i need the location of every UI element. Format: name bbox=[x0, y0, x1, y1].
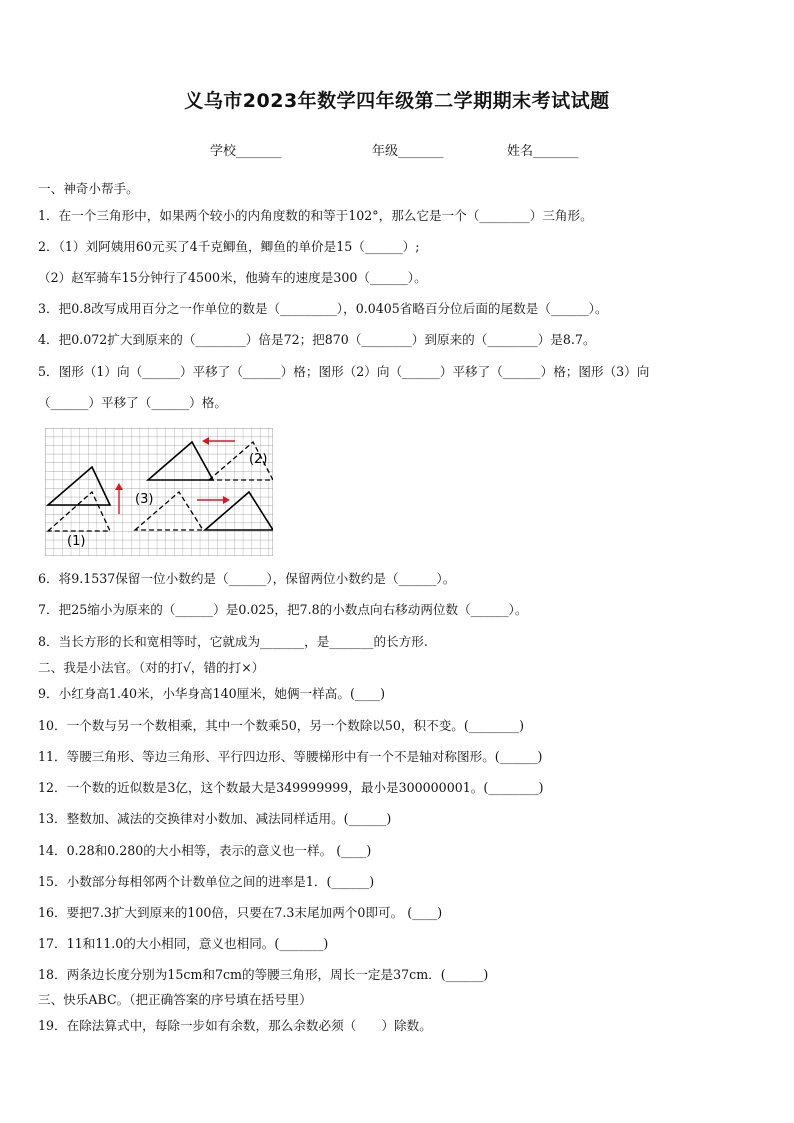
figure-label-2: (2) bbox=[249, 452, 268, 467]
question-8: 8．当长方形的长和宽相等时，它就成为_______，是_______的长方形. bbox=[38, 634, 428, 649]
question-9: 9．小红身高1.40米，小华身高140厘米，她俩一样高。(____) bbox=[38, 686, 385, 701]
translation-grid-figure bbox=[45, 428, 273, 556]
name-field[interactable]: 姓名_______ bbox=[507, 144, 579, 159]
figure-label-1: (1) bbox=[67, 534, 86, 549]
question-1: 1．在一个三角形中，如果两个较小的内角度数的和等于102°，那么它是一个（________）三角形。 bbox=[38, 208, 593, 223]
question-5a: 5．图形（1）向（______）平移了（______）格；图形（2）向（______）平移了（______）格；图形（3）向 bbox=[38, 364, 650, 379]
question-12: 12．一个数的近似数是3亿，这个数最大是349999999，最小是300000001。(________) bbox=[38, 780, 544, 795]
school-field[interactable]: 学校_______ bbox=[210, 144, 282, 159]
question-5b: （______）平移了（______）格。 bbox=[38, 395, 227, 410]
question-11: 11．等腰三角形、等边三角形、平行四边形、等腰梯形中有一个不是轴对称图形。(______) bbox=[38, 749, 543, 764]
question-2b: （2）赵军骑车15分钟行了4500米，他骑车的速度是300（______）。 bbox=[38, 270, 427, 285]
question-4: 4．把0.072扩大到原来的（________）倍是72；把870（________）到原来的（________）是8.7。 bbox=[38, 332, 596, 347]
question-19: 19．在除法算式中，每除一步如有余数，那么余数必须（ ）除数。 bbox=[38, 1018, 432, 1033]
grade-field[interactable]: 年级_______ bbox=[372, 144, 444, 159]
question-3: 3．把0.8改写成用百分之一作单位的数是（_________），0.0405省略百分位后面的尾数是（______）。 bbox=[38, 301, 608, 316]
section-heading-3: 三、快乐ABC。（把正确答案的序号填在括号里） bbox=[38, 992, 312, 1007]
question-10: 10．一个数与另一个数相乘，其中一个数乘50，另一个数除以50，积不变。(________) bbox=[38, 718, 525, 733]
question-16: 16．要把7.3扩大到原来的100倍，只要在7.3末尾加两个0即可。 (____) bbox=[38, 905, 443, 920]
question-14: 14．0.28和0.280的大小相等，表示的意义也一样。 (____) bbox=[38, 843, 372, 858]
question-13: 13．整数加、减法的交换律对小数加、减法同样适用。(______) bbox=[38, 811, 392, 826]
question-15: 15．小数部分每相邻两个计数单位之间的进率是1．(______) bbox=[38, 874, 375, 889]
page-title: 义乌市2023年数学四年级第二学期期末考试试题 bbox=[184, 90, 610, 112]
question-7: 7．把25缩小为原来的（______）是0.025，把7.8的小数点向右移动两位数（______）。 bbox=[38, 602, 528, 617]
question-18: 18．两条边长度分别为15cm和7cm的等腰三角形，周长一定是37cm．(______) bbox=[38, 967, 489, 982]
section-heading-1: 一、神奇小帮手。 bbox=[38, 181, 139, 196]
figure-label-3: (3) bbox=[135, 492, 154, 507]
section-heading-2: 二、我是小法官。（对的打√，错的打×） bbox=[38, 660, 265, 675]
question-2a: 2．（1）刘阿姨用60元买了4千克鲫鱼，鲫鱼的单价是15（______）; bbox=[38, 239, 420, 254]
question-6: 6．将9.1537保留一位小数约是（______），保留两位小数约是（______）。 bbox=[38, 571, 456, 586]
question-17: 17．11和11.0的大小相同，意义也相同。(_______) bbox=[38, 936, 329, 951]
